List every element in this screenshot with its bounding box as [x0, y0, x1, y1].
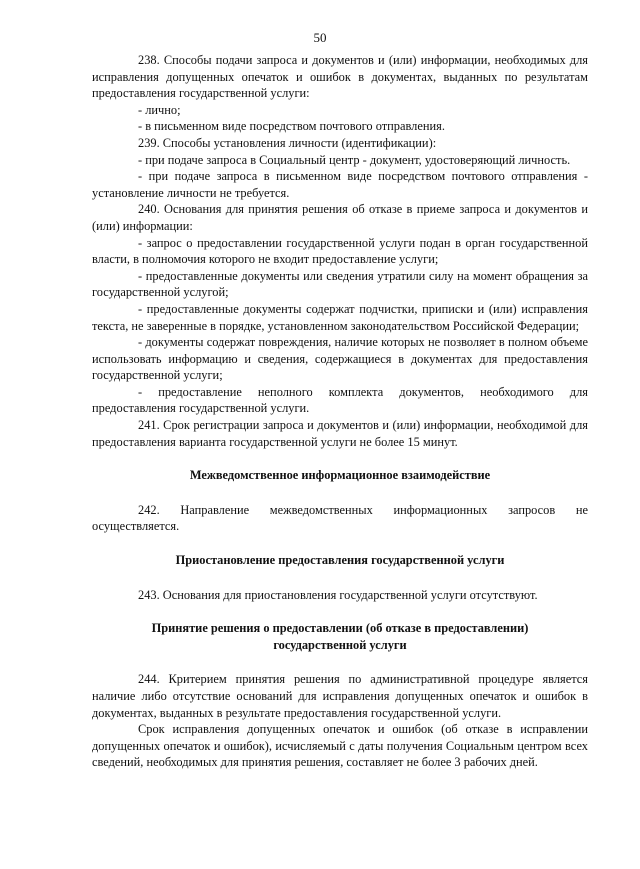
paragraph-240-item-5: - предоставление неполного комплекта документов, необходимого для предоставления государственной услуги.	[92, 384, 588, 416]
paragraph-240-item-1: - запрос о предоставлении государственной услуги подан в орган государственной власти, в полномочия которого не входит предоставление услуги;	[92, 235, 588, 267]
paragraph-244: 244. Критерием принятия решения по административной процедуре является наличие либо отсутствие оснований для исправления допущенных опечаток и ошибок в документах, выданных в результате предоставления государственной услуги.	[92, 672, 588, 720]
heading-interagency: Межведомственное информационное взаимодействие	[189, 468, 491, 483]
paragraph-240-item-2: - предоставленные документы или сведения утратили силу на момент обращения за государственной услугой;	[92, 268, 588, 300]
paragraph-240-item-3: - предоставленные документы содержат подчистки, приписки и (или) исправления текста, не заверенные в порядке, установленном законодательством Российской Федерации;	[92, 301, 588, 333]
paragraph-239-item-1: - при подаче запроса в Социальный центр - документ, удостоверяющий личность.	[138, 152, 571, 167]
paragraph-239-item-2: - при подаче запроса в письменном виде посредством почтового отправления - установление личности не требуется.	[92, 169, 588, 200]
paragraph-243: 243. Основания для приостановления государственной услуги отсутствуют.	[138, 587, 538, 602]
heading-suspension: Приостановление предоставления государственной услуги	[175, 553, 505, 568]
page-number: 50	[313, 30, 327, 45]
paragraph-238-item-2: - в письменном виде посредством почтового отправления.	[138, 119, 445, 134]
heading-decision-line-2: государственной услуги	[273, 637, 407, 652]
heading-decision-line-1: Принятие решения о предоставлении (об отказе в предоставлении)	[151, 621, 529, 636]
paragraph-240-item-4: - документы содержат повреждения, наличие которых не позволяет в полном объеме использовать информацию и сведения, содержащиеся в документах для предоставления государственной услуги;	[92, 335, 588, 383]
paragraph-238-item-1: - лично;	[138, 102, 181, 117]
paragraph-240: 240. Основания для принятия решения об отказе в приеме запроса и документов и (или) информации:	[92, 202, 588, 233]
paragraph-244-term: Срок исправления допущенных опечаток и ошибок (об отказе в исправлении допущенных опечаток и ошибок), исчисляемый с даты получения Социальным центром всех сведений, необходимых для принятия решения, составляет не более 3 рабочих дней.	[92, 722, 588, 770]
document-body	[92, 52, 588, 771]
paragraph-241: 241. Срок регистрации запроса и документов и (или) информации, необходимой для предоставления варианта государственной услуги не более 15 минут.	[92, 418, 588, 449]
paragraph-239: 239. Способы установления личности (идентификации):	[138, 135, 437, 150]
paragraph-242: 242. Направление межведомственных информационных запросов не осуществляется.	[92, 502, 588, 534]
paragraph-238: 238. Способы подачи запроса и документов и (или) информации, необходимых для исправления допущенных опечаток и ошибок в документах, выданных по результатам предоставления государственной услуги:	[92, 53, 588, 101]
